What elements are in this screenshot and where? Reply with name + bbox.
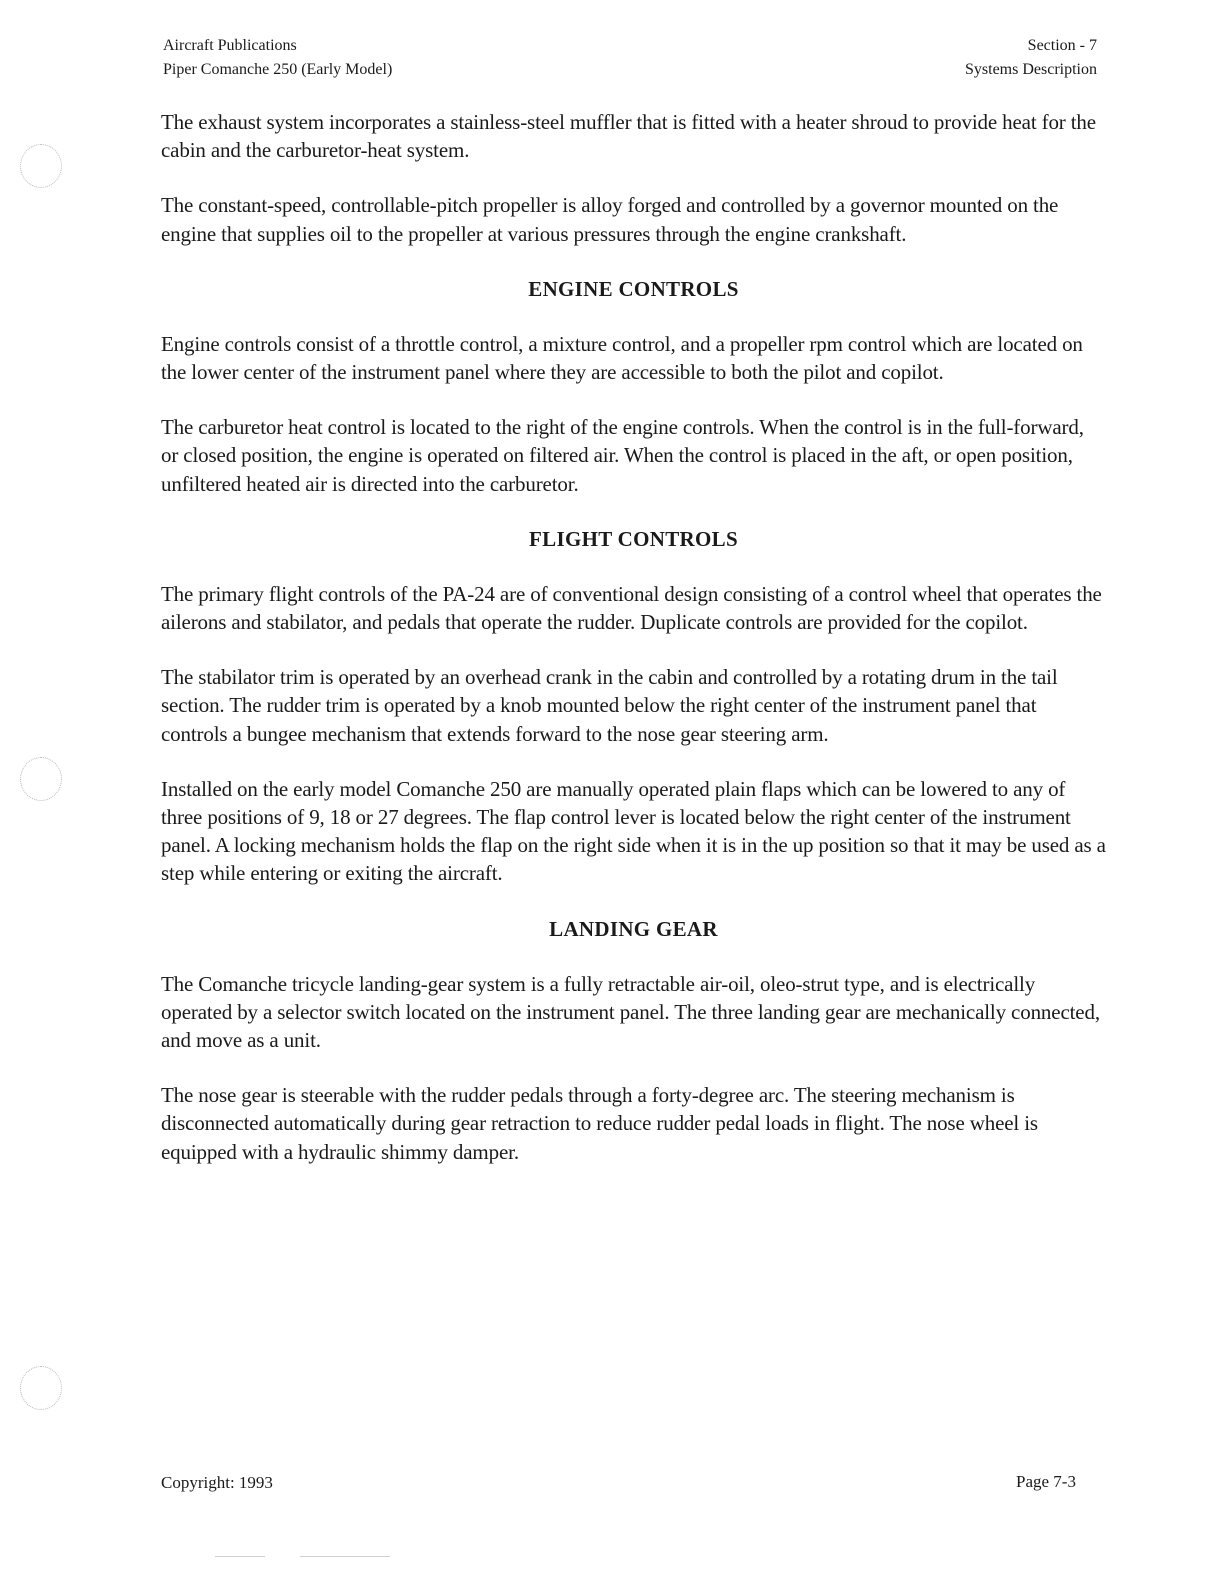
scan-artifact: [300, 1556, 390, 1557]
paragraph-nose-gear: The nose gear is steerable with the rudder pedals through a forty-degree arc. The steering mechanism is disconnected automatically during gear retraction to reduce rudder pedal loads in flight. The nose wheel is equipped with a hydraulic shimmy damper.: [161, 1083, 1038, 1164]
page-body: [161, 108, 1106, 1193]
paragraph-engine-controls: Engine controls consist of a throttle control, a mixture control, and a propeller rpm control which are located on the lower center of the instrument panel where they are accessible to both the pilot and copilot.: [161, 331, 1083, 385]
scan-artifact: [215, 1556, 265, 1557]
punch-hole-middle: [20, 757, 62, 801]
footer-copyright: Copyright: 1993: [161, 1473, 273, 1492]
section-title: Systems Description: [965, 61, 1097, 78]
heading-engine-controls: ENGINE CONTROLS: [528, 276, 739, 301]
paragraph-carburetor-heat: The carburetor heat control is located to the right of the engine controls. When the control is in the full-forward, or closed position, the engine is operated on filtered air. When the control is placed in the aft, or open position, unfiltered heated air is directed into the carburetor.: [161, 415, 1084, 496]
paragraph-trim: The stabilator trim is operated by an overhead crank in the cabin and controlled by a rotating drum in the tail section. The rudder trim is operated by a knob mounted below the right center of the instrument panel that controls a bungee mechanism that extends forward to the nose gear steering arm.: [161, 665, 1058, 746]
footer-page-number: Page 7-3: [1016, 1472, 1076, 1491]
heading-flight-controls: FLIGHT CONTROLS: [529, 526, 738, 551]
punch-hole-bottom: [20, 1366, 62, 1410]
publisher-name: Aircraft Publications: [163, 37, 297, 54]
paragraph-exhaust-system: The exhaust system incorporates a stainless-steel muffler that is fitted with a heater shroud to provide heat for the cabin and the carburetor-heat system.: [161, 110, 1096, 163]
section-number: Section - 7: [1027, 37, 1097, 54]
paragraph-primary-flight-controls: The primary flight controls of the PA-24 are of conventional design consisting of a control wheel that operates the ailerons and stabilator, and pedals that operate the rudder. Duplicate controls are provided for the copilot.: [161, 581, 1102, 635]
paragraph-propeller: The constant-speed, controllable-pitch propeller is alloy forged and controlled by a governor mounted on the engine that supplies oil to the propeller at various pressures through the engine crankshaft.: [161, 193, 1059, 246]
aircraft-model: Piper Comanche 250 (Early Model): [163, 61, 393, 78]
header-left: [163, 34, 392, 82]
heading-landing-gear: LANDING GEAR: [549, 916, 718, 941]
paragraph-flaps: Installed on the early model Comanche 250 are manually operated plain flaps which can be lowered to any of three positions of 9, 18 or 27 degrees. The flap control lever is located below the right center of the instrument panel. A locking mechanism holds the flap on the right side when it is in the up position so that it may be used as a step while entering or exiting the aircraft.: [161, 776, 1106, 886]
header-right: [965, 34, 1097, 82]
paragraph-landing-gear-system: The Comanche tricycle landing-gear system is a fully retractable air-oil, oleo-strut type, and is electrically operated by a selector switch located on the instrument panel. The three landing gear are mechanically connected, and move as a unit.: [161, 971, 1100, 1053]
punch-hole-top: [20, 144, 62, 188]
